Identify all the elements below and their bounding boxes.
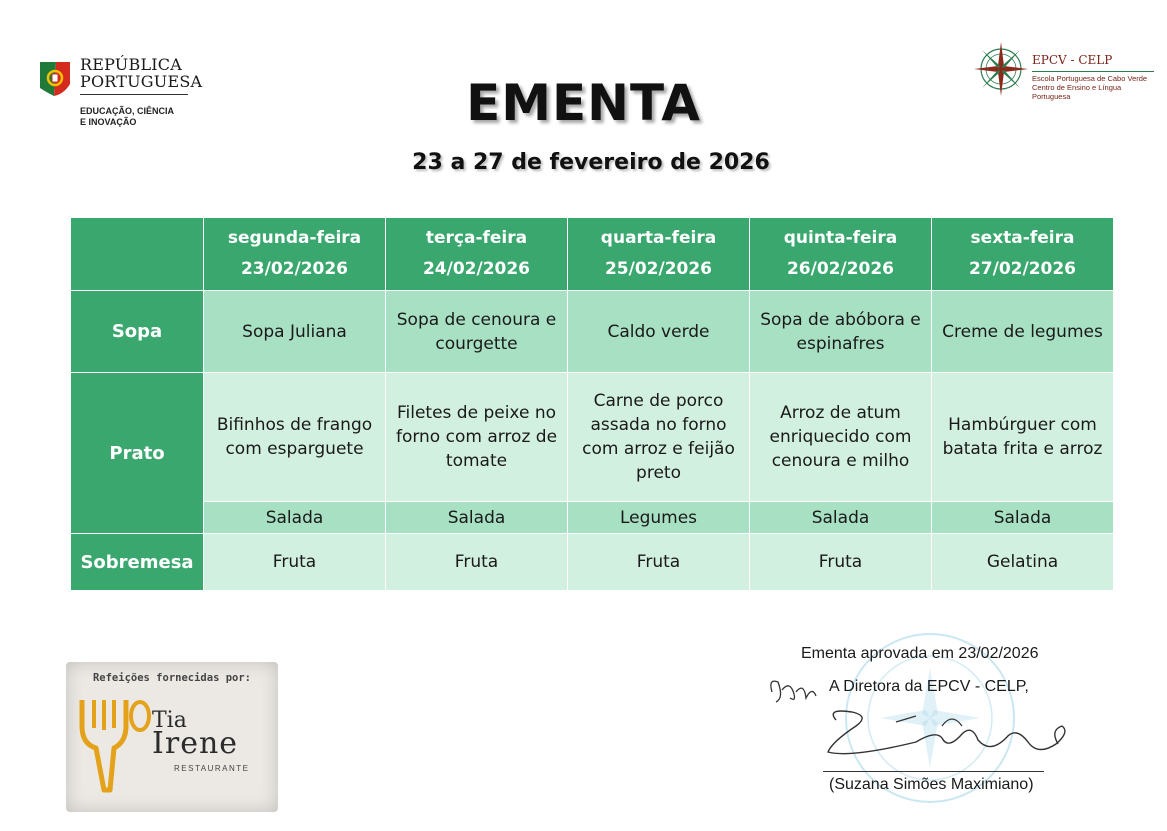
day-header: terça-feira 24/02/2026 [386, 218, 568, 291]
row-label-prato: Prato [71, 373, 204, 534]
week-range: 23 a 27 de fevereiro de 2026 [412, 150, 770, 175]
prato-cell: Arroz de atum enriquecido com cenoura e milho [750, 373, 932, 502]
epcv-subtitle: Escola Portuguesa de Cabo Verde Centro de Ensino e Língua Portuguesa [1032, 74, 1148, 101]
page-title: EMENTA [466, 74, 701, 132]
sopa-cell: Creme de legumes [932, 291, 1114, 373]
day-header: quarta-feira 25/02/2026 [568, 218, 750, 291]
sopa-cell: Caldo verde [568, 291, 750, 373]
prato-cell: Bifinhos de frango com esparguete [204, 373, 386, 502]
sobremesa-cell: Gelatina [932, 534, 1114, 591]
side-dish-cell: Legumes [568, 502, 750, 534]
epcv-divider [1032, 71, 1154, 72]
approval-date: Ementa aprovada em 23/02/2026 [801, 645, 1039, 662]
sobremesa-cell: Fruta [568, 534, 750, 591]
menu-table [70, 217, 1114, 591]
republica-ministry: EDUCAÇÃO, CIÊNCIA E INOVAÇÃO [80, 106, 175, 127]
supplier-tagline: RESTAURANTE [174, 764, 250, 773]
sobremesa-cell: Fruta [750, 534, 932, 591]
day-header: quinta-feira 26/02/2026 [750, 218, 932, 291]
prato-cell: Hambúrguer com batata frita e arroz [932, 373, 1114, 502]
sopa-cell: Sopa Juliana [204, 291, 386, 373]
supplier-logo [66, 662, 278, 812]
handwritten-signature-icon [766, 668, 1086, 768]
epcv-title: EPCV - CELP [1032, 53, 1113, 67]
republica-name: REPÚBLICA PORTUGUESA [80, 55, 203, 91]
side-dish-cell: Salada [204, 502, 386, 534]
prato-cell: Carne de porco assada no forno com arroz e feijão preto [568, 373, 750, 502]
sobremesa-cell: Fruta [386, 534, 568, 591]
row-label-sopa: Sopa [71, 291, 204, 373]
signature-line [823, 771, 1044, 772]
prato-cell: Filetes de peixe no forno com arroz de tomate [386, 373, 568, 502]
sopa-cell: Sopa de cenoura e courgette [386, 291, 568, 373]
row-label-sobremesa: Sobremesa [71, 534, 204, 591]
fork-spoon-icon [74, 686, 154, 798]
prato-row [71, 373, 1114, 502]
side-dish-row [71, 502, 1114, 534]
supplier-name-line1: Tia [152, 708, 187, 733]
header-corner [71, 218, 204, 291]
day-header: sexta-feira 27/02/2026 [932, 218, 1114, 291]
sobremesa-cell: Fruta [204, 534, 386, 591]
side-dish-cell: Salada [386, 502, 568, 534]
day-header-row [71, 218, 1114, 291]
side-dish-cell: Salada [750, 502, 932, 534]
supplier-name-line2: Irene [152, 726, 239, 761]
sopa-row [71, 291, 1114, 373]
sopa-cell: Sopa de abóbora e espinafres [750, 291, 932, 373]
supplier-caption: Refeições fornecidas por: [92, 672, 252, 684]
director-title: A Diretora da EPCV - CELP, [829, 678, 1029, 695]
side-dish-cell: Salada [932, 502, 1114, 534]
sobremesa-row [71, 534, 1114, 591]
day-header: segunda-feira 23/02/2026 [204, 218, 386, 291]
signatory-name: (Suzana Simões Maximiano) [829, 776, 1034, 793]
